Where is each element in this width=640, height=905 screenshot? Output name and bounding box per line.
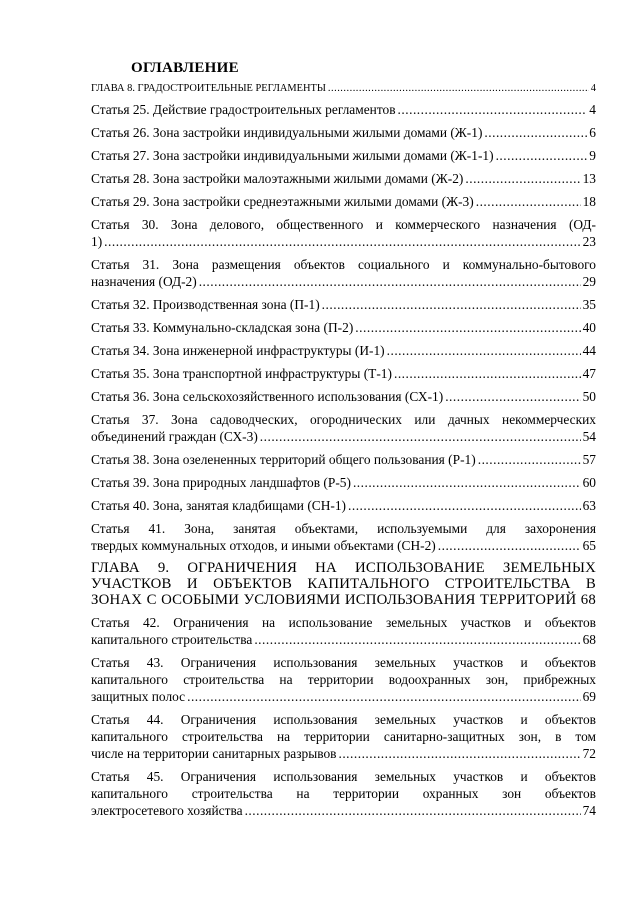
toc-article-entry[interactable]	[91, 768, 596, 819]
toc-entry-text: объединений граждан (СХ-3)	[91, 429, 258, 444]
toc-entry-last-line	[91, 365, 596, 382]
toc-page-number: 54	[582, 429, 596, 444]
toc-title: ОГЛАВЛЕНИЕ	[131, 60, 239, 76]
toc-page-number: 6	[589, 125, 596, 140]
toc-article-entry[interactable]	[91, 497, 596, 514]
toc-page-number: 57	[582, 452, 596, 467]
toc-entry-text: твердых коммунальных отходов, и иными объектами (СН-2)	[91, 538, 436, 553]
toc-entry-text: Статья 25. Действие градостроительных регламентов	[91, 102, 396, 117]
toc-entry-line: капитального строительства на территории охранных зон объектов	[91, 786, 596, 801]
toc-entry-last-line	[91, 497, 596, 514]
toc-article-entry[interactable]	[91, 319, 596, 336]
toc-leader-dots	[328, 82, 589, 96]
toc-article-entry[interactable]	[91, 474, 596, 491]
toc-leader-dots	[353, 474, 581, 491]
toc-entry-last-line	[91, 170, 596, 187]
toc-article-entry[interactable]	[91, 101, 596, 118]
toc-entry-text: Статья 29. Зона застройки среднеэтажными жилыми домами (Ж-3)	[91, 194, 474, 209]
toc-entry-last-line	[91, 319, 596, 336]
toc-leader-dots	[387, 342, 581, 359]
toc-entry-last-line	[91, 451, 596, 468]
toc-page-number: 68	[582, 632, 596, 647]
toc-article-entry[interactable]	[91, 193, 596, 210]
toc-entry-text: ЗОНАХ С ОСОБЫМИ УСЛОВИЯМИ ИСПОЛЬЗОВАНИЯ ТЕРРИТОРИЙ 68	[91, 592, 596, 608]
toc-page-number: 9	[589, 148, 596, 163]
toc-chapter-entry[interactable]	[91, 560, 596, 608]
toc-leader-dots	[245, 802, 581, 819]
toc-page-number: 47	[582, 366, 596, 381]
toc-article-entry[interactable]	[91, 342, 596, 359]
toc-entry-last-line	[91, 193, 596, 210]
toc-entry-text: защитных полос	[91, 689, 186, 704]
toc-entry-last-line	[91, 537, 596, 554]
toc-article-entry[interactable]	[91, 711, 596, 762]
toc-entry-text: Статья 38. Зона озелененных территорий общего пользования (Р-1)	[91, 452, 476, 467]
toc-page-number: 60	[582, 475, 596, 490]
toc-entry-line: Статья 30. Зона делового, общественного и коммерческого назначения (ОД-	[91, 217, 596, 232]
toc-entry-text: Статья 28. Зона застройки малоэтажными жилыми домами (Ж-2)	[91, 171, 464, 186]
toc-entry-text: Статья 26. Зона застройки индивидуальными жилыми домами (Ж-1)	[91, 125, 483, 140]
toc-entry-text: 1)	[91, 234, 103, 249]
toc-entry-last-line	[91, 388, 596, 405]
toc-entry-text: Статья 27. Зона застройки индивидуальными жилыми домами (Ж-1-1)	[91, 148, 494, 163]
toc-article-entry[interactable]	[91, 614, 596, 648]
toc-page-number: 74	[582, 803, 596, 818]
toc-entry-last-line	[91, 233, 596, 250]
toc-entry-line: Статья 31. Зона размещения объектов социального и коммунально-бытового	[91, 257, 596, 272]
toc-entry-last-line	[91, 592, 596, 608]
toc-entry-text: Статья 36. Зона сельскохозяйственного использования (СХ-1)	[91, 389, 444, 404]
toc-leader-dots	[438, 537, 581, 554]
toc-leader-dots	[476, 193, 581, 210]
toc-entry-last-line	[91, 296, 596, 313]
toc-entry-last-line	[91, 428, 596, 445]
toc-page-number: 69	[582, 689, 596, 704]
toc-article-entry[interactable]	[91, 388, 596, 405]
table-of-contents	[91, 82, 596, 825]
toc-leader-dots	[394, 365, 581, 382]
toc-page-number: 35	[582, 297, 596, 312]
toc-leader-dots	[398, 101, 588, 118]
toc-entry-line: Статья 41. Зона, занятая объектами, используемыми для захоронения	[91, 521, 596, 536]
toc-entry-last-line	[91, 273, 596, 290]
toc-entry-text: Статья 34. Зона инженерной инфраструктуры (И-1)	[91, 343, 385, 358]
toc-entry-last-line	[91, 802, 596, 819]
toc-entry-line: Статья 43. Ограничения использования земельных участков и объектов	[91, 655, 596, 670]
toc-article-entry[interactable]	[91, 124, 596, 141]
toc-leader-dots	[199, 273, 581, 290]
toc-entry-line: ГЛАВА 9. ОГРАНИЧЕНИЯ НА ИСПОЛЬЗОВАНИЕ ЗЕМЕЛЬНЫХ	[91, 560, 596, 576]
toc-entry-text: электросетевого хозяйства	[91, 803, 243, 818]
toc-page-number: 44	[582, 343, 596, 358]
toc-leader-dots	[254, 631, 580, 648]
toc-leader-dots	[465, 170, 580, 187]
toc-entry-text: ГЛАВА 8. ГРАДОСТРОИТЕЛЬНЫЕ РЕГЛАМЕНТЫ	[91, 83, 326, 94]
toc-article-entry[interactable]	[91, 216, 596, 250]
toc-leader-dots	[445, 388, 580, 405]
toc-entry-last-line	[91, 688, 596, 705]
toc-entry-line: Статья 45. Ограничения использования земельных участков и объектов	[91, 769, 596, 784]
toc-entry-last-line	[91, 101, 596, 118]
toc-entry-line: Статья 42. Ограничения на использование земельных участков и объектов	[91, 615, 596, 630]
toc-page-number: 50	[582, 389, 596, 404]
toc-entry-last-line	[91, 124, 596, 141]
toc-article-entry[interactable]	[91, 451, 596, 468]
toc-entry-last-line	[91, 631, 596, 648]
toc-page-number: 4	[589, 102, 596, 117]
toc-entry-text: Статья 35. Зона транспортной инфраструктуры (Т-1)	[91, 366, 392, 381]
toc-article-entry[interactable]	[91, 520, 596, 554]
toc-entry-text: назначения (ОД-2)	[91, 274, 197, 289]
toc-article-entry[interactable]	[91, 256, 596, 290]
toc-article-entry[interactable]	[91, 654, 596, 705]
toc-leader-dots	[348, 497, 581, 514]
toc-entry-last-line	[91, 342, 596, 359]
toc-page-number: 72	[582, 746, 596, 761]
toc-leader-dots	[104, 233, 580, 250]
toc-leader-dots	[338, 745, 580, 762]
toc-entry-text: капитального строительства	[91, 632, 253, 647]
toc-page-number: 18	[582, 194, 596, 209]
toc-entry-text: Статья 40. Зона, занятая кладбищами (СН-1)	[91, 498, 346, 513]
toc-entry-last-line	[91, 147, 596, 164]
toc-leader-dots	[484, 124, 587, 141]
toc-entry-line: Статья 37. Зона садоводческих, огороднических или дачных некоммерческих	[91, 412, 596, 427]
toc-article-entry[interactable]	[91, 296, 596, 313]
toc-article-entry[interactable]	[91, 170, 596, 187]
toc-leader-dots	[322, 296, 581, 313]
toc-chapter-entry[interactable]	[91, 82, 596, 96]
toc-entry-last-line	[91, 745, 596, 762]
toc-entry-last-line	[91, 82, 596, 96]
toc-entry-line: капитального строительства на территории водоохранных зон, прибрежных	[91, 672, 596, 687]
toc-entry-text: числе на территории санитарных разрывов	[91, 746, 337, 761]
toc-page-number: 65	[582, 538, 596, 553]
toc-page-number: 29	[582, 274, 596, 289]
toc-leader-dots	[187, 688, 581, 705]
toc-leader-dots	[496, 147, 588, 164]
toc-entry-line: УЧАСТКОВ И ОБЪЕКТОВ КАПИТАЛЬНОГО СТРОИТЕЛЬСТВА В	[91, 576, 596, 592]
toc-entry-text: Статья 39. Зона природных ландшафтов (Р-5)	[91, 475, 351, 490]
toc-article-entry[interactable]	[91, 147, 596, 164]
toc-page-number: 63	[582, 498, 596, 513]
toc-entry-line: капитального строительства на территории санитарно-защитных зон, в том	[91, 729, 596, 744]
toc-entry-last-line	[91, 474, 596, 491]
toc-page-number: 40	[582, 320, 596, 335]
toc-article-entry[interactable]	[91, 411, 596, 445]
toc-entry-text: Статья 33. Коммунально-складская зона (П-2)	[91, 320, 354, 335]
toc-article-entry[interactable]	[91, 365, 596, 382]
toc-leader-dots	[478, 451, 581, 468]
toc-leader-dots	[355, 319, 580, 336]
toc-entry-text: Статья 32. Производственная зона (П-1)	[91, 297, 320, 312]
toc-entry-line: Статья 44. Ограничения использования земельных участков и объектов	[91, 712, 596, 727]
toc-page-number: 23	[582, 234, 596, 249]
toc-leader-dots	[260, 428, 581, 445]
toc-page-number: 13	[582, 171, 596, 186]
toc-page-number: 4	[590, 83, 596, 94]
